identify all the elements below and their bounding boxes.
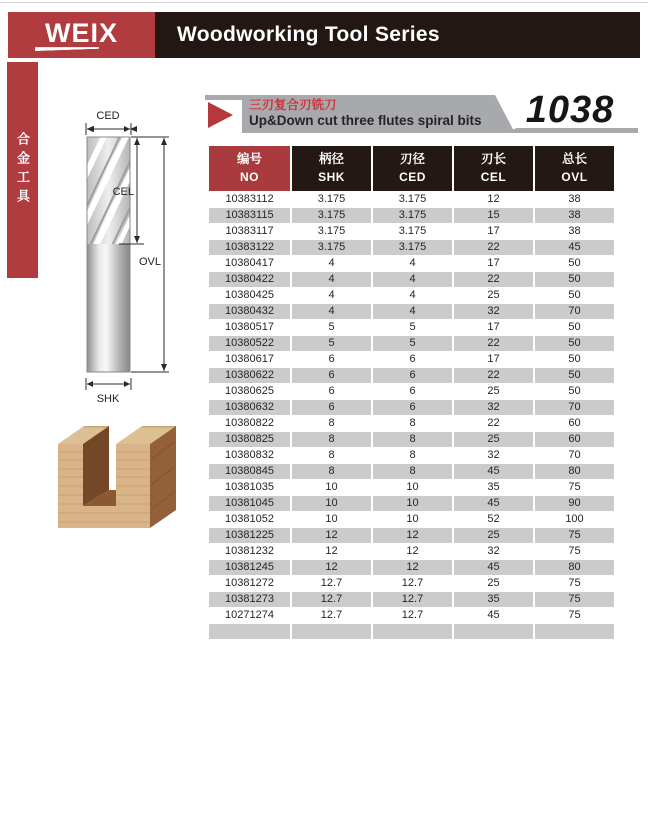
section-title-en: Up&Down cut three flutes spiral bits: [249, 113, 482, 128]
sidebar-category-label: 合金工具: [15, 132, 30, 208]
table-cell: 5: [409, 321, 416, 334]
table-cell: 8: [409, 417, 416, 430]
table-cell: 10: [406, 481, 419, 494]
table-row: [209, 224, 614, 239]
table-cell: 12: [292, 528, 371, 543]
table-cell: 32: [487, 449, 500, 462]
table-cell: 60: [568, 417, 581, 430]
table-cell: 10271274: [225, 609, 274, 622]
table-row: [209, 336, 614, 351]
table-cell: 3.175: [398, 193, 427, 206]
table-cell: 10380832: [225, 449, 274, 462]
section-titles: [249, 98, 482, 129]
table-cell: 50: [535, 368, 614, 383]
table-cell: 22: [454, 368, 533, 383]
table-cell: 32: [454, 400, 533, 415]
table-cell: [454, 624, 533, 639]
table-cell: 5: [328, 321, 335, 334]
table-row: [209, 624, 614, 639]
table-cell: 12: [406, 545, 419, 558]
table-cell: 8: [373, 432, 452, 447]
wood-sample-image: [56, 414, 184, 534]
table-cell: 10381232: [225, 545, 274, 558]
table-cell: 12: [373, 528, 452, 543]
table-row: [209, 560, 614, 575]
table-cell: 6: [292, 368, 371, 383]
table-cell: 6: [409, 353, 416, 366]
column-header-ced: [373, 146, 452, 191]
table-cell: 3.175: [398, 225, 427, 238]
table-cell: 10380617: [225, 353, 274, 366]
table-cell: 25: [487, 289, 500, 302]
table-cell: 10381052: [225, 513, 274, 526]
table-cell: 10383122: [209, 240, 290, 255]
table-cell: 10380417: [225, 257, 274, 270]
table-row: [209, 304, 614, 319]
page-header: [8, 12, 640, 58]
table-cell: 12: [325, 545, 338, 558]
table-row: [209, 448, 614, 463]
table-cell: 32: [487, 545, 500, 558]
table-cell: 75: [568, 577, 581, 590]
table-cell: 75: [568, 609, 581, 622]
table-cell: 10381225: [209, 528, 290, 543]
table-cell: 10381272: [225, 577, 274, 590]
dim-label-shk: SHK: [96, 393, 120, 405]
table-row: [209, 352, 614, 367]
table-cell: 45: [454, 560, 533, 575]
table-cell: 3.175: [317, 193, 346, 206]
table-cell: 10380845: [209, 464, 290, 479]
table-cell: 8: [373, 464, 452, 479]
table-cell: 12.7: [373, 592, 452, 607]
table-row: [209, 496, 614, 511]
spiral-bit-drawing: [73, 102, 188, 414]
table-cell: 10381245: [209, 560, 290, 575]
table-row: [209, 464, 614, 479]
table-cell: 10380825: [209, 432, 290, 447]
table-cell: 5: [292, 336, 371, 351]
table-cell: 70: [568, 449, 581, 462]
table-cell: 10383112: [225, 193, 274, 206]
column-header-cel: [454, 146, 533, 191]
table-cell: 80: [535, 464, 614, 479]
table-cell: 12: [373, 560, 452, 575]
table-cell: 6: [328, 385, 335, 398]
table-cell: 17: [487, 257, 500, 270]
table-cell: 6: [409, 385, 416, 398]
column-header-ovl: [535, 146, 614, 191]
series-number: 1038: [525, 89, 615, 131]
table-cell: 15: [454, 208, 533, 223]
table-cell: 10: [373, 496, 452, 511]
table-cell: 10: [325, 481, 338, 494]
table-cell: 12.7: [320, 577, 343, 590]
table-cell: 50: [535, 336, 614, 351]
table-cell: 45: [454, 464, 533, 479]
table-cell: 17: [487, 321, 500, 334]
brand-logo-text: WEIX: [44, 17, 118, 48]
table-cell: 25: [487, 577, 500, 590]
table-cell: 75: [535, 592, 614, 607]
column-header-en: OVL: [561, 169, 588, 184]
table-cell: 22: [454, 240, 533, 255]
dim-label-ced: CED: [96, 110, 120, 122]
table-cell: 4: [328, 257, 335, 270]
table-cell: 12.7: [401, 577, 424, 590]
table-row: [209, 192, 614, 207]
table-cell: 10381035: [225, 481, 274, 494]
table-row: [209, 272, 614, 287]
column-header-cn: 总长: [561, 152, 587, 166]
table-cell: 10381045: [209, 496, 290, 511]
column-header-cn: 刃径: [399, 152, 425, 166]
table-cell: 50: [568, 289, 581, 302]
spec-table: [207, 145, 616, 640]
table-cell: 100: [565, 513, 584, 526]
table-cell: 25: [454, 528, 533, 543]
table-row: [209, 400, 614, 415]
table-cell: 75: [568, 545, 581, 558]
table-cell: 4: [409, 257, 416, 270]
column-header-cn: 柄径: [318, 152, 344, 166]
table-cell: 10380632: [209, 400, 290, 415]
table-cell: 50: [568, 257, 581, 270]
header-title-bar: [155, 12, 640, 58]
table-row: [209, 608, 614, 623]
table-cell: 3.175: [292, 240, 371, 255]
table-cell: 17: [487, 225, 500, 238]
tool-dimension-diagram: [73, 102, 188, 414]
table-row: [209, 528, 614, 543]
table-cell: 75: [568, 481, 581, 494]
table-cell: 50: [568, 385, 581, 398]
page-top-rule: [0, 2, 648, 3]
table-cell: 4: [328, 289, 335, 302]
table-cell: 35: [454, 592, 533, 607]
table-cell: 10: [292, 496, 371, 511]
column-header-no: [209, 146, 290, 191]
table-cell: 38: [535, 208, 614, 223]
table-cell: 12.7: [320, 609, 343, 622]
table-cell: 22: [454, 272, 533, 287]
table-cell: 75: [535, 528, 614, 543]
table-cell: 8: [328, 417, 335, 430]
table-cell: 80: [535, 560, 614, 575]
arrow-right-icon: [208, 102, 233, 128]
bit-shank: [87, 244, 130, 372]
table-row: [209, 288, 614, 303]
table-row: [209, 512, 614, 527]
table-cell: 10380622: [209, 368, 290, 383]
table-cell: 70: [535, 304, 614, 319]
table-row: [209, 432, 614, 447]
table-cell: 8: [292, 464, 371, 479]
table-cell: 70: [535, 400, 614, 415]
table-cell: 50: [568, 321, 581, 334]
column-header-en: SHK: [318, 169, 345, 184]
column-header-en: CED: [399, 169, 426, 184]
table-cell: 4: [373, 272, 452, 287]
table-cell: 10380422: [209, 272, 290, 287]
column-header-cn: 刃长: [480, 152, 506, 166]
table-cell: 38: [568, 193, 581, 206]
table-cell: 3.175: [292, 208, 371, 223]
table-cell: 8: [328, 449, 335, 462]
dim-label-cel: CEL: [112, 186, 134, 198]
column-header-cn: 编号: [236, 152, 262, 166]
table-cell: 6: [292, 400, 371, 415]
table-cell: 12: [292, 560, 371, 575]
table-cell: 38: [568, 225, 581, 238]
brand-logo: [8, 12, 155, 58]
table-cell: 3.175: [317, 225, 346, 238]
table-cell: 6: [373, 368, 452, 383]
table-cell: 6: [373, 400, 452, 415]
table-cell: 8: [292, 432, 371, 447]
table-row: [209, 384, 614, 399]
table-row: [209, 208, 614, 223]
spec-table-head: [209, 146, 614, 191]
table-cell: 10380822: [225, 417, 274, 430]
table-cell: 10: [406, 513, 419, 526]
wood-groove-illustration: [56, 414, 184, 534]
table-cell: 4: [292, 304, 371, 319]
spec-table-body: [209, 192, 614, 639]
table-row: [209, 240, 614, 255]
table-cell: 90: [535, 496, 614, 511]
table-cell: 4: [292, 272, 371, 287]
table-cell: 32: [454, 304, 533, 319]
table-row: [209, 416, 614, 431]
table-cell: 22: [454, 336, 533, 351]
table-cell: 17: [487, 353, 500, 366]
table-cell: 45: [454, 496, 533, 511]
table-cell: 50: [568, 353, 581, 366]
table-cell: 12.7: [292, 592, 371, 607]
table-cell: 25: [487, 385, 500, 398]
table-row: [209, 592, 614, 607]
table-cell: 25: [454, 432, 533, 447]
table-cell: 10380522: [209, 336, 290, 351]
dim-label-ovl: OVL: [138, 256, 161, 268]
table-cell: 10380625: [225, 385, 274, 398]
table-cell: 10383117: [225, 225, 274, 238]
table-cell: 10: [325, 513, 338, 526]
table-cell: 60: [535, 432, 614, 447]
table-cell: 8: [409, 449, 416, 462]
table-cell: [292, 624, 371, 639]
column-header-en: NO: [240, 169, 259, 184]
table-cell: 6: [328, 353, 335, 366]
table-cell: 45: [535, 240, 614, 255]
table-cell: 12.7: [401, 609, 424, 622]
table-row: [209, 256, 614, 271]
table-row: [209, 576, 614, 591]
table-cell: 10380425: [225, 289, 274, 302]
table-row: [209, 480, 614, 495]
header-row: [209, 146, 614, 191]
section-banner: [205, 89, 638, 133]
column-header-shk: [292, 146, 371, 191]
table-cell: 5: [373, 336, 452, 351]
table-cell: 12: [487, 193, 500, 206]
table-cell: 10380517: [225, 321, 274, 334]
table-cell: [373, 624, 452, 639]
table-cell: 22: [487, 417, 500, 430]
table-cell: 10381273: [209, 592, 290, 607]
table-cell: 3.175: [373, 208, 452, 223]
table-row: [209, 320, 614, 335]
table-cell: [209, 624, 290, 639]
table-cell: 10380432: [209, 304, 290, 319]
section-title-cn: 三刃复合刃铣刀: [249, 98, 337, 112]
table-cell: 45: [487, 609, 500, 622]
table-cell: 52: [487, 513, 500, 526]
table-row: [209, 544, 614, 559]
table-cell: 50: [535, 272, 614, 287]
column-header-en: CEL: [480, 169, 507, 184]
table-cell: 35: [487, 481, 500, 494]
table-cell: 10383115: [209, 208, 290, 223]
page-title: Woodworking Tool Series: [177, 23, 440, 46]
table-cell: 4: [409, 289, 416, 302]
table-cell: 3.175: [373, 240, 452, 255]
table-row: [209, 368, 614, 383]
table-cell: 4: [373, 304, 452, 319]
sidebar-category-tab: [7, 62, 38, 278]
table-cell: [535, 624, 614, 639]
